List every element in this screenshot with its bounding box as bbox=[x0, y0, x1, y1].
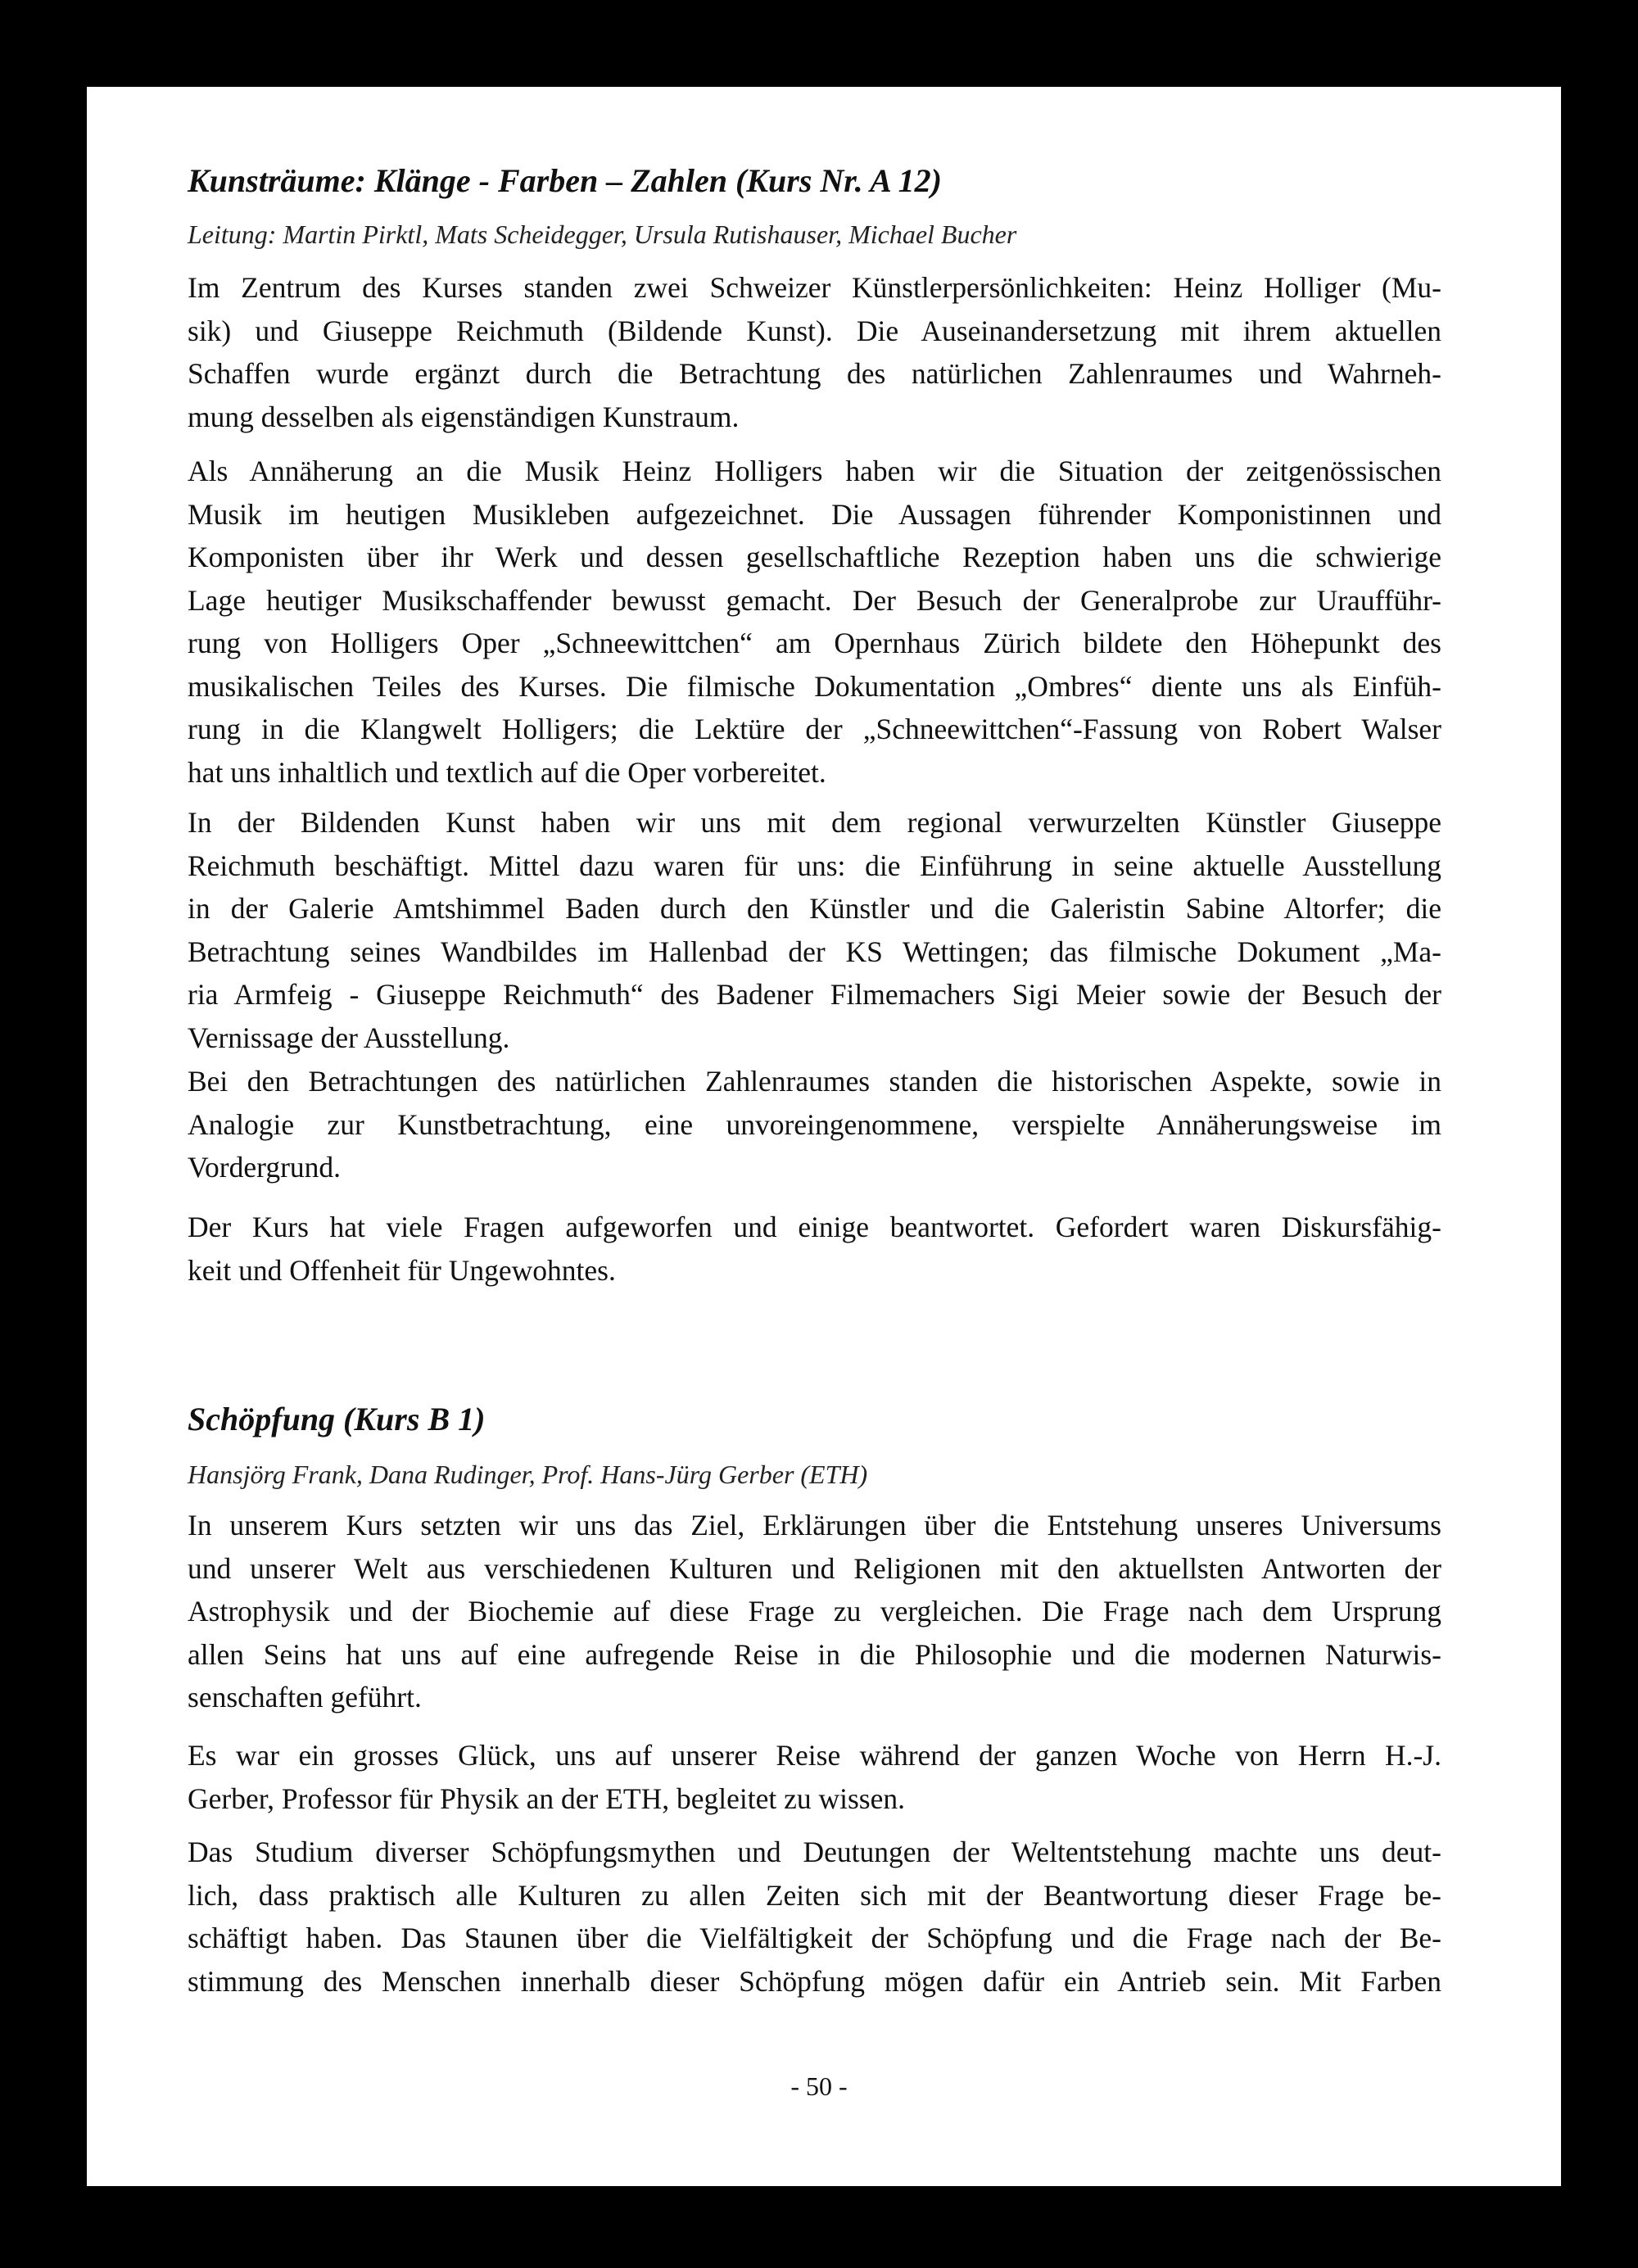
text-line: Im Zentrum des Kurses standen zwei Schweizer Künstlerpersönlichkeiten: Heinz Holliger (Mu- bbox=[188, 271, 1441, 304]
paragraph bbox=[188, 266, 1441, 438]
paragraph bbox=[188, 1831, 1441, 2003]
text-line: in der Galerie Amtshimmel Baden durch den Künstler und die Galeristin Sabine Altorfer; die bbox=[188, 892, 1441, 925]
paragraph bbox=[188, 1734, 1441, 1820]
text-line: rung von Holligers Oper „Schneewittchen“ am Opernhaus Zürich bildete den Höhepunkt des bbox=[188, 627, 1441, 659]
text-line: sik) und Giuseppe Reichmuth (Bildende Kunst). Die Auseinandersetzung mit ihrem aktuellen bbox=[188, 314, 1441, 347]
text-line: In unserem Kurs setzten wir uns das Ziel, Erklärungen über die Entstehung unseres Universums bbox=[188, 1509, 1441, 1541]
paragraph bbox=[188, 1504, 1441, 1719]
section-title-schoepfung: Schöpfung (Kurs B 1) bbox=[188, 1401, 486, 1437]
text-line: In der Bildenden Kunst haben wir uns mit dem regional verwurzelten Künstler Giuseppe bbox=[188, 806, 1441, 839]
text-line: musikalischen Teiles des Kurses. Die filmische Dokumentation „Ombres“ diente uns als Einfüh- bbox=[188, 669, 1441, 703]
text-line: Das Studium diverser Schöpfungsmythen und Deutungen der Weltentstehung machte uns deut- bbox=[188, 1836, 1441, 1868]
text-line: Gerber, Professor für Physik an der ETH, begleitet zu wissen. bbox=[188, 1781, 905, 1815]
text-line: Lage heutiger Musikschaffender bewusst gemacht. Der Besuch der Generalprobe zur Uraufführ- bbox=[188, 583, 1441, 617]
text-line: Reichmuth beschäftigt. Mittel dazu waren für uns: die Einführung in seine aktuelle Ausstellung bbox=[188, 849, 1441, 882]
text-line: senschaften geführt. bbox=[188, 1681, 422, 1713]
text-line: Bei den Betrachtungen des natürlichen Zahlenraumes standen die historischen Aspekte, sowie in bbox=[188, 1065, 1441, 1098]
text-line: hat uns inhaltlich und textlich auf die Oper vorbereitet. bbox=[188, 755, 826, 789]
text-line: allen Seins hat uns auf eine aufregende Reise in die Philosophie und die modernen Naturwis- bbox=[188, 1637, 1441, 1671]
paragraph bbox=[188, 1206, 1441, 1292]
text-line: Musik im heutigen Musikleben aufgezeichnet. Die Aussagen führender Komponistinnen und bbox=[188, 497, 1441, 531]
text-line: schäftigt haben. Das Staunen über die Vielfältigkeit der Schöpfung und die Frage nach der Be- bbox=[188, 1922, 1441, 1954]
text-line: lich, dass praktisch alle Kulturen zu allen Zeiten sich mit der Beantwortung dieser Frage be- bbox=[188, 1878, 1441, 1912]
text-line: Als Annäherung an die Musik Heinz Holligers haben wir die Situation der zeitgenössischen bbox=[188, 455, 1441, 487]
text-line: ria Armfeig - Giuseppe Reichmuth“ des Badener Filmemachers Sigi Meier sowie der Besuch der bbox=[188, 978, 1441, 1011]
text-line: und unserer Welt aus verschiedenen Kulturen und Religionen mit den aktuellsten Antworten der bbox=[188, 1551, 1441, 1585]
text-line: Der Kurs hat viele Fragen aufgeworfen und einige beantwortet. Gefordert waren Diskursfähig- bbox=[188, 1211, 1441, 1243]
text-line: Astrophysik und der Biochemie auf diese Frage zu vergleichen. Die Frage nach dem Ursprung bbox=[188, 1595, 1441, 1627]
page-number: - 50 - bbox=[790, 2071, 848, 2101]
text-line: stimmung des Menschen innerhalb dieser Schöpfung mögen dafür ein Antrieb sein. Mit Farben bbox=[188, 1964, 1441, 1998]
text-line: Vernissage der Ausstellung. bbox=[188, 1021, 510, 1054]
section-leitung: Leitung: Martin Pirktl, Mats Scheidegger, Ursula Rutishauser, Michael Bucher bbox=[188, 220, 1017, 249]
text-line: Vordergrund. bbox=[188, 1151, 342, 1184]
section-title-kunstraeume: Kunsträume: Klänge - Farben – Zahlen (Kurs Nr. A 12) bbox=[188, 162, 942, 199]
paragraph bbox=[188, 801, 1441, 1059]
section-authors: Hansjörg Frank, Dana Rudinger, Prof. Hans-Jürg Gerber (ETH) bbox=[188, 1460, 868, 1489]
text-line: Komponisten über ihr Werk und dessen gesellschaftliche Rezeption haben uns die schwierige bbox=[188, 541, 1441, 573]
text-line: Analogie zur Kunstbetrachtung, eine unvoreingenommene, verspielte Annäherungsweise im bbox=[188, 1107, 1441, 1141]
text-line: Betrachtung seines Wandbildes im Hallenbad der KS Wettingen; das filmische Dokument „Ma- bbox=[188, 935, 1441, 968]
text-line: Es war ein grosses Glück, uns auf unserer Reise während der ganzen Woche von Herrn H.-J. bbox=[188, 1739, 1441, 1772]
text-line: mung desselben als eigenständigen Kunstraum. bbox=[188, 400, 740, 433]
paragraph bbox=[188, 450, 1441, 794]
paragraph bbox=[188, 1060, 1441, 1189]
text-line: keit und Offenheit für Ungewohntes. bbox=[188, 1253, 616, 1287]
text-line: rung in die Klangwelt Holligers; die Lektüre der „Schneewittchen“-Fassung von Robert Walser bbox=[188, 713, 1441, 745]
text-line: Schaffen wurde ergänzt durch die Betrachtung des natürlichen Zahlenraumes und Wahrneh- bbox=[188, 357, 1441, 390]
